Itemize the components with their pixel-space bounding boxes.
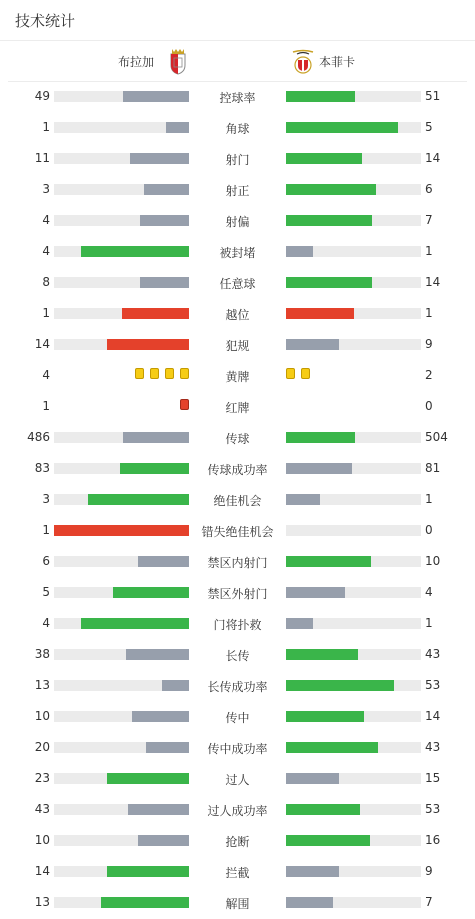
home-bar-track (54, 804, 189, 815)
home-bar-fill (132, 711, 189, 722)
stat-row (0, 825, 475, 856)
away-bar-fill (286, 680, 394, 691)
home-bar-track (54, 680, 189, 691)
away-bar-track (286, 339, 421, 350)
home-bar-track (54, 184, 189, 195)
stat-label: 射正 (225, 184, 250, 198)
away-stat-value: 53 (425, 678, 441, 692)
stat-row (0, 794, 475, 825)
away-bar-track (286, 246, 421, 257)
stat-label: 射偏 (225, 215, 250, 229)
away-bar-fill (286, 773, 339, 784)
home-stat-value: 6 (42, 554, 50, 568)
home-bar-fill (88, 494, 189, 505)
home-stat-value: 4 (42, 368, 50, 382)
away-bar-track (286, 525, 421, 536)
away-bar-track (286, 153, 421, 164)
home-bar-fill (128, 804, 189, 815)
home-stat-value: 8 (42, 275, 50, 289)
home-bar-fill (81, 246, 189, 257)
away-bar-fill (286, 184, 376, 195)
home-bar-fill (126, 649, 189, 660)
stat-label: 门将扑救 (213, 618, 262, 632)
away-bar-fill (286, 153, 362, 164)
away-bar-fill (286, 649, 358, 660)
home-stat-value: 11 (34, 151, 50, 165)
away-stat-value: 0 (425, 523, 433, 537)
stat-row (0, 391, 475, 422)
home-bar-track (54, 308, 189, 319)
home-bar-track (54, 773, 189, 784)
yellow-card-icon (180, 368, 189, 379)
stat-row (0, 143, 475, 174)
home-bar-fill (81, 618, 189, 629)
title-bar (0, 0, 475, 41)
home-stat-value: 4 (42, 244, 50, 258)
home-bar-track (54, 215, 189, 226)
stat-row (0, 515, 475, 546)
stat-row (0, 856, 475, 887)
away-bar-track (286, 742, 421, 753)
home-stat-value: 14 (34, 337, 50, 351)
away-bar-fill (286, 742, 378, 753)
home-bar-track (54, 649, 189, 660)
away-stat-value: 2 (425, 368, 433, 382)
home-stat-value: 3 (42, 182, 50, 196)
away-bar-track (286, 866, 421, 877)
away-stat-value: 5 (425, 120, 433, 134)
away-bar-track (286, 308, 421, 319)
home-stat-value: 10 (34, 833, 50, 847)
stat-label: 拦截 (225, 866, 250, 880)
stat-row (0, 174, 475, 205)
away-stat-value: 9 (425, 337, 433, 351)
home-bar-fill (138, 556, 189, 567)
yellow-card-icon (150, 368, 159, 379)
away-bar-fill (286, 246, 313, 257)
home-stat-value: 1 (42, 306, 50, 320)
away-bar-fill (286, 432, 355, 443)
away-stat-value: 0 (425, 399, 433, 413)
team-header (8, 41, 467, 82)
away-bar-fill (286, 618, 313, 629)
away-bar-track (286, 432, 421, 443)
stat-row (0, 360, 475, 391)
away-stat-value: 1 (425, 306, 433, 320)
home-cards (177, 399, 189, 412)
home-bar-fill (166, 122, 189, 133)
away-bar-track (286, 835, 421, 846)
home-bar-fill (120, 463, 189, 474)
away-bar-track (286, 804, 421, 815)
away-bar-fill (286, 835, 370, 846)
benfica-crest-icon (291, 48, 315, 75)
away-bar-fill (286, 463, 352, 474)
home-bar-track (54, 587, 189, 598)
home-bar-fill (144, 184, 189, 195)
home-bar-track (54, 897, 189, 908)
home-bar-fill (130, 153, 189, 164)
home-bar-track (54, 246, 189, 257)
stat-row (0, 732, 475, 763)
away-stat-value: 14 (425, 151, 441, 165)
stat-label: 传球 (225, 432, 250, 446)
home-bar-fill (107, 773, 189, 784)
home-stat-value: 49 (34, 89, 50, 103)
home-stat-value: 13 (34, 895, 50, 909)
home-bar-track (54, 494, 189, 505)
stat-label: 错失绝佳机会 (201, 525, 274, 539)
away-bar-track (286, 122, 421, 133)
home-stat-value: 83 (34, 461, 50, 475)
home-bar-fill (138, 835, 189, 846)
stat-label: 黄牌 (225, 370, 250, 384)
away-stat-value: 6 (425, 182, 433, 196)
away-stat-value: 14 (425, 709, 441, 723)
home-bar-fill (123, 91, 189, 102)
away-bar-track (286, 587, 421, 598)
home-stat-value: 486 (27, 430, 50, 444)
stat-row (0, 887, 475, 918)
away-bar-track (286, 494, 421, 505)
home-stat-value: 3 (42, 492, 50, 506)
home-stat-value: 10 (34, 709, 50, 723)
home-stat-value: 13 (34, 678, 50, 692)
home-bar-track (54, 556, 189, 567)
away-bar-fill (286, 339, 339, 350)
home-bar-fill (140, 277, 189, 288)
red-card-icon (180, 399, 189, 410)
stat-label: 抢断 (225, 835, 250, 849)
home-team-name: 布拉加 (117, 55, 154, 69)
stat-label: 传中 (225, 711, 250, 725)
home-bar-track (54, 835, 189, 846)
away-bar-track (286, 556, 421, 567)
home-bar-fill (122, 308, 190, 319)
home-bar-fill (162, 680, 189, 691)
stats-list (0, 81, 475, 918)
away-bar-track (286, 680, 421, 691)
away-stat-value: 43 (425, 647, 441, 661)
home-stat-value: 4 (42, 616, 50, 630)
away-bar-track (286, 184, 421, 195)
away-bar-fill (286, 122, 398, 133)
stat-row (0, 701, 475, 732)
home-bar-fill (107, 866, 189, 877)
away-bar-track (286, 897, 421, 908)
away-bar-fill (286, 897, 333, 908)
home-bar-track (54, 711, 189, 722)
stat-label: 过人成功率 (207, 804, 268, 818)
home-stat-value: 5 (42, 585, 50, 599)
away-bar-track (286, 618, 421, 629)
away-stat-value: 1 (425, 244, 433, 258)
stat-row (0, 267, 475, 298)
home-bar-fill (113, 587, 189, 598)
home-bar-track (54, 866, 189, 877)
stat-label: 过人 (225, 773, 250, 787)
away-team-name: 本菲卡 (319, 55, 356, 69)
away-bar-fill (286, 711, 364, 722)
away-bar-track (286, 773, 421, 784)
home-stat-value: 4 (42, 213, 50, 227)
away-stat-value: 7 (425, 213, 433, 227)
home-bar-track (54, 153, 189, 164)
stat-label: 犯规 (225, 339, 250, 353)
away-bar-track (286, 463, 421, 474)
away-stat-value: 14 (425, 275, 441, 289)
home-bar-track (54, 91, 189, 102)
home-stat-value: 1 (42, 523, 50, 537)
stat-row (0, 422, 475, 453)
stat-row (0, 453, 475, 484)
home-stat-value: 1 (42, 120, 50, 134)
stat-row (0, 763, 475, 794)
stat-label: 绝佳机会 (213, 494, 262, 508)
home-bar-fill (107, 339, 189, 350)
away-stat-value: 9 (425, 864, 433, 878)
away-bar-fill (286, 866, 339, 877)
stat-label: 传中成功率 (207, 742, 268, 756)
away-stat-value: 16 (425, 833, 441, 847)
home-bar-fill (101, 897, 189, 908)
stat-label: 任意球 (219, 277, 256, 291)
away-bar-fill (286, 556, 371, 567)
yellow-card-icon (165, 368, 174, 379)
away-bar-fill (286, 91, 355, 102)
away-bar-track (286, 649, 421, 660)
stat-label: 越位 (225, 308, 250, 322)
home-bar-track (54, 122, 189, 133)
yellow-card-icon (301, 368, 310, 379)
away-bar-track (286, 711, 421, 722)
stat-label: 禁区内射门 (207, 556, 268, 570)
home-stat-value: 20 (34, 740, 50, 754)
home-stat-value: 23 (34, 771, 50, 785)
away-stat-value: 43 (425, 740, 441, 754)
home-stat-value: 43 (34, 802, 50, 816)
home-bar-track (54, 525, 189, 536)
braga-crest-icon (168, 48, 188, 75)
away-stat-value: 4 (425, 585, 433, 599)
stat-row (0, 298, 475, 329)
stat-row (0, 329, 475, 360)
home-bar-fill (123, 432, 189, 443)
stat-label: 射门 (225, 153, 250, 167)
stat-label: 被封堵 (219, 246, 256, 260)
home-stat-value: 1 (42, 399, 50, 413)
away-stat-value: 1 (425, 492, 433, 506)
stat-row (0, 205, 475, 236)
stat-label: 控球率 (219, 91, 256, 105)
yellow-card-icon (286, 368, 295, 379)
home-bar-fill (140, 215, 189, 226)
away-stat-value: 504 (425, 430, 448, 444)
home-bar-track (54, 432, 189, 443)
stat-row (0, 577, 475, 608)
stat-row (0, 236, 475, 267)
stat-row (0, 112, 475, 143)
away-bar-fill (286, 804, 360, 815)
stat-label: 解围 (225, 897, 250, 911)
home-bar-track (54, 277, 189, 288)
away-stat-value: 51 (425, 89, 441, 103)
away-bar-track (286, 215, 421, 226)
stat-row (0, 639, 475, 670)
away-stat-value: 15 (425, 771, 441, 785)
home-bar-track (54, 742, 189, 753)
away-bar-track (286, 277, 421, 288)
stat-label: 角球 (225, 122, 250, 136)
stat-label: 长传成功率 (207, 680, 268, 694)
stat-label: 传球成功率 (207, 463, 268, 477)
away-stat-value: 53 (425, 802, 441, 816)
home-stat-value: 14 (34, 864, 50, 878)
home-bar-track (54, 339, 189, 350)
home-bar-track (54, 618, 189, 629)
stat-label: 长传 (225, 649, 250, 663)
away-bar-fill (286, 494, 320, 505)
home-cards (132, 368, 189, 381)
stat-row (0, 81, 475, 112)
away-stat-value: 81 (425, 461, 441, 475)
away-stat-value: 1 (425, 616, 433, 630)
home-bar-fill (54, 525, 189, 536)
away-stat-value: 7 (425, 895, 433, 909)
away-bar-fill (286, 308, 354, 319)
away-bar-fill (286, 587, 345, 598)
away-cards (286, 368, 313, 381)
away-bar-track (286, 91, 421, 102)
away-bar-fill (286, 215, 372, 226)
yellow-card-icon (135, 368, 144, 379)
stat-row (0, 484, 475, 515)
home-stat-value: 38 (34, 647, 50, 661)
stat-row (0, 546, 475, 577)
home-bar-track (54, 463, 189, 474)
stat-label: 禁区外射门 (207, 587, 268, 601)
stat-label: 红牌 (225, 401, 250, 415)
away-stat-value: 10 (425, 554, 441, 568)
away-bar-fill (286, 277, 372, 288)
page-title: 技术统计 (15, 12, 76, 30)
stat-row (0, 608, 475, 639)
stat-row (0, 670, 475, 701)
home-bar-fill (146, 742, 189, 753)
